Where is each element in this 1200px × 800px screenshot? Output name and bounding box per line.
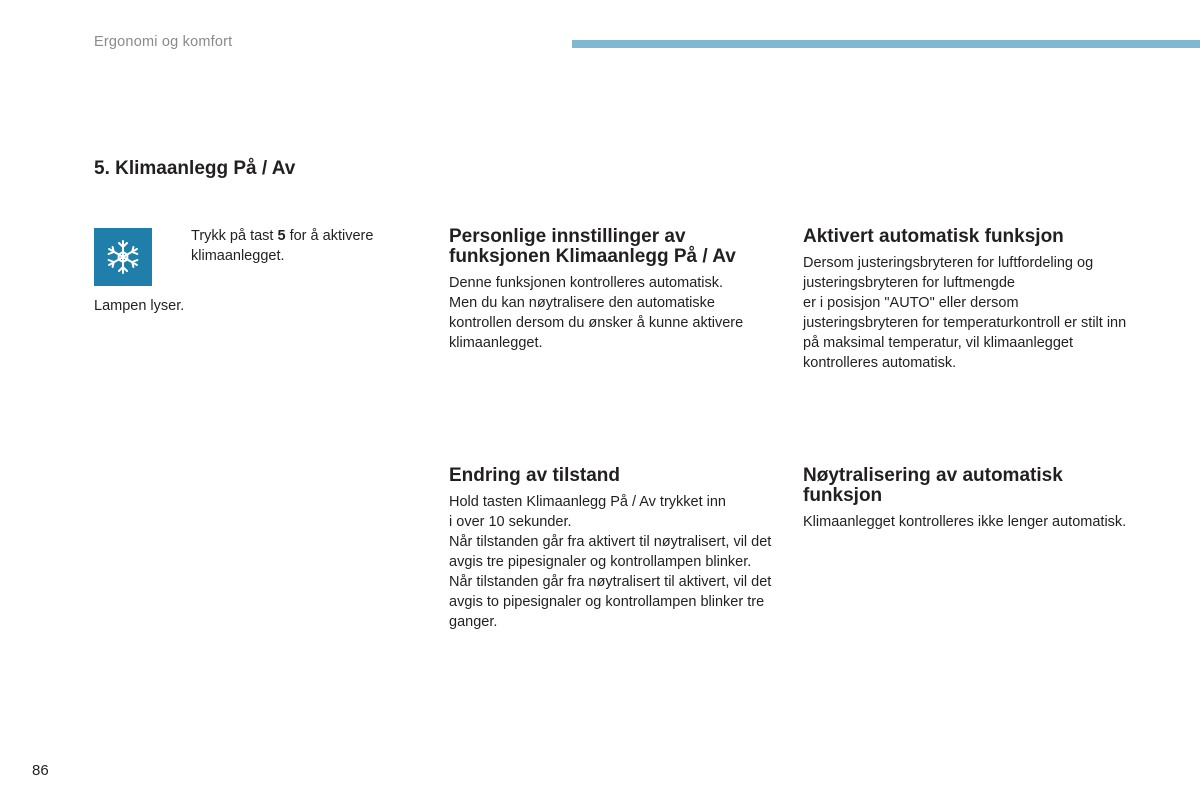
lamp-note: Lampen lyser. xyxy=(94,298,185,314)
section-header-label: Ergonomi og komfort xyxy=(94,34,233,50)
section-title: 5. Klimaanlegg På / Av xyxy=(94,158,296,179)
block-title: Endring av tilstand xyxy=(449,465,621,486)
instruction-item xyxy=(164,226,404,266)
instruction-post: for å aktivere klimaanlegget. xyxy=(191,228,374,264)
block-title: Nøytralisering av automatisk funksjon xyxy=(803,465,1063,506)
instruction-pre: Trykk på tast xyxy=(191,228,278,244)
block-auto-activated xyxy=(803,227,1133,373)
block-body: Dersom justeringsbryteren for luftfordeling og justeringsbryteren for luftmengde er i posisjon "AUTO" eller dersom justeringsbryteren for temperaturkontroll er stilt inn på maksimal temperatur, vil klimaanlegget kontrolleres automatisk. xyxy=(803,255,1127,371)
block-personal-settings xyxy=(449,227,779,353)
block-title: Aktivert automatisk funksjon xyxy=(803,226,1064,247)
block-state-change xyxy=(449,466,779,632)
snowflake-icon xyxy=(94,228,152,286)
block-neutralization xyxy=(803,466,1133,532)
page-number: 86 xyxy=(32,762,49,779)
block-body: Denne funksjonen kontrolleres automatisk. Men du kan nøytralisere den automatiske kontrollen dersom du ønsker å kunne aktivere klimaanlegget. xyxy=(449,275,744,351)
block-body: Klimaanlegget kontrolleres ikke lenger automatisk. xyxy=(803,514,1127,530)
instruction-key: 5 xyxy=(277,228,286,244)
block-title: Personlige innstillinger av funksjonen Klimaanlegg På / Av xyxy=(449,226,736,267)
block-body: Hold tasten Klimaanlegg På / Av trykket inn i over 10 sekunder. Når tilstanden går fra aktivert til nøytralisert, vil det avgis tre pipesignaler og kontrollampen blinker. Når tilstanden går fra nøytralisert til aktivert, vil det avgis to pipesignaler og kontrollampen blinker tre ganger. xyxy=(449,494,772,630)
header-accent-bar xyxy=(572,40,1200,48)
instruction-text xyxy=(164,226,404,266)
